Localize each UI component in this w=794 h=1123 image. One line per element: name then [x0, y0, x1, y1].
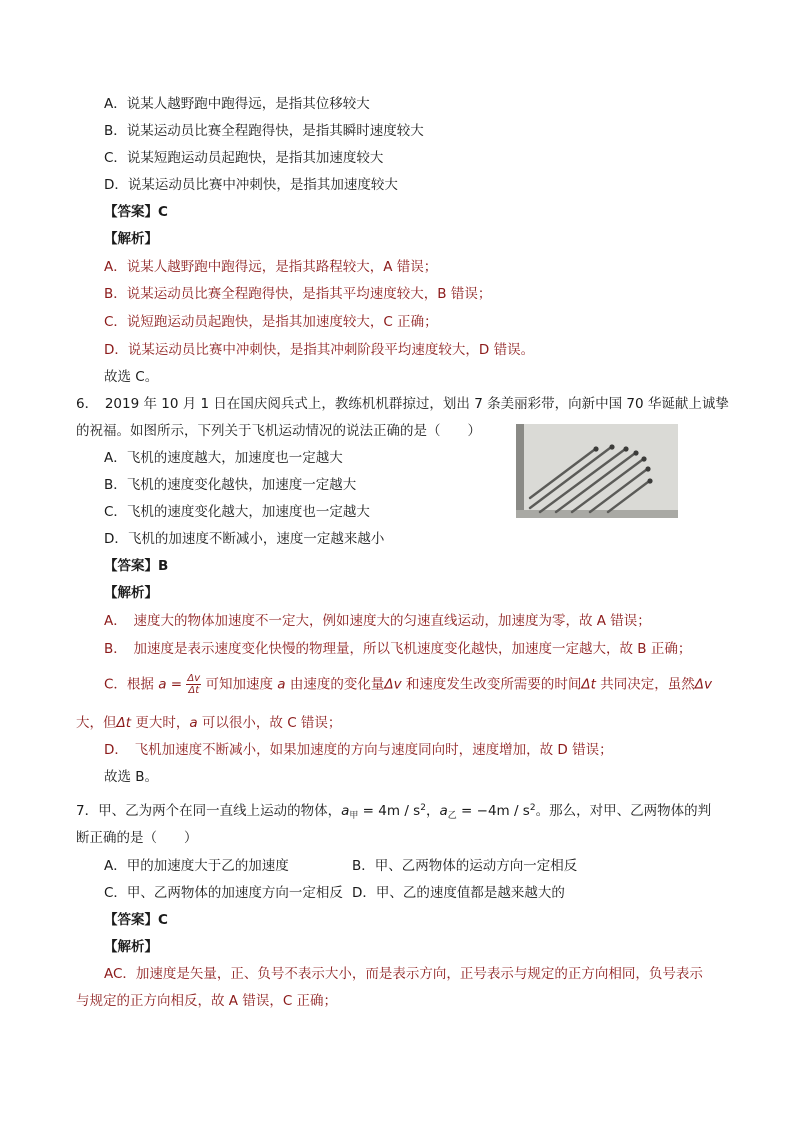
q6-formula-a: a [158, 676, 167, 693]
q7-option-b: B．甲、乙两物体的运动方向一定相反 [352, 858, 578, 874]
q6-analysis-c-mid1: 可知加速度 [201, 676, 278, 693]
q7-a1-subscript: 甲 [349, 811, 359, 821]
q7-a1-exponent: 2 [420, 803, 426, 813]
q6-symbol-dt2: Δt [116, 715, 132, 731]
q6-analysis-c-mid3: 和速度发生改变所需要的时间 [401, 676, 582, 693]
q5-analysis-a: A．说某人越野跑中跑得远，是指其路程较大，A 错误； [104, 259, 438, 275]
airshow-trails-graphic [516, 424, 678, 518]
q6-answer: 【答案】B [104, 558, 169, 574]
q7-option-d: D．甲、乙的速度值都是越来越大的 [352, 885, 565, 901]
q6-formula-numerator: Δv [187, 673, 201, 684]
q6-analysis-c-mid2: 由速度的变化量 [285, 676, 385, 693]
q7-a2-exponent: 2 [529, 803, 536, 813]
q7-stem-line1 [76, 798, 711, 826]
q6-analysis-d: D． 飞机加速度不断减小，如果加速度的方向与速度同向时，速度增加，故 D 错误； [104, 742, 613, 758]
q7-a2-subscript: 乙 [447, 811, 457, 821]
q5-option-b: B．说某运动员比赛全程跑得快，是指其瞬时速度较大 [104, 123, 424, 139]
q7-stem-line2: 断正确的是（ ） [76, 830, 198, 846]
q7-answer: 【答案】C [104, 912, 168, 928]
q6-symbol-dv2: Δv [694, 676, 712, 693]
q7-a1-symbol: a [341, 803, 350, 819]
q5-analysis-c: C．说短跑运动员起跑快，是指其加速度较大，C 正确； [104, 314, 438, 330]
airshow-photo [516, 424, 678, 518]
q5-option-d: D．说某运动员比赛中冲刺快，是指其加速度较大 [104, 177, 398, 193]
q6-analysis-c2-end: 可以很小，故 C 错误； [197, 715, 342, 731]
q7-analysis-line2: 与规定的正方向相反，故 A 错误，C 正确； [76, 993, 338, 1009]
q6-stem-line2: 的祝福。如图所示，下列关于飞机运动情况的说法正确的是（ ） [76, 423, 481, 439]
q7-analysis-label: 【解析】 [104, 939, 158, 955]
q5-analysis-label: 【解析】 [104, 231, 158, 247]
q7-stem-postfix: 。那么，对甲、乙两物体的判 [535, 803, 712, 819]
q6-analysis-label: 【解析】 [104, 585, 158, 601]
q6-analysis-c-line2 [76, 713, 341, 733]
q7-separator: ， [425, 803, 440, 819]
q6-analysis-c-prefix: C．根据 [104, 676, 159, 693]
q6-option-c: C．飞机的速度变化越大，加速度也一定越大 [104, 504, 370, 520]
q6-option-a: A．飞机的速度越大，加速度也一定越大 [104, 450, 343, 466]
q6-option-d: D．飞机的加速度不断减小，速度一定越来越小 [104, 531, 385, 547]
q7-option-c: C．甲、乙两物体的加速度方向一定相反 [104, 885, 343, 901]
q7-stem-prefix: 7．甲、乙为两个在同一直线上运动的物体， [76, 803, 342, 819]
q5-answer: 【答案】C [104, 204, 168, 220]
q6-symbol-dt: Δt [581, 676, 596, 693]
q5-option-c: C．说某短跑运动员起跑快，是指其加速度较大 [104, 150, 384, 166]
q6-analysis-c-mid4: 共同决定，虽然 [595, 676, 695, 693]
q6-conclusion: 故选 B。 [104, 769, 159, 785]
q6-symbol-a2: a [189, 715, 198, 731]
q6-analysis-c2-prefix: 大，但 [76, 715, 117, 731]
q6-stem-line1: 6． 2019 年 10 月 1 日在国庆阅兵式上，教练机机群掠过，划出 7 条美丽彩带，向新中国 70 华诞献上诚挚 [76, 396, 729, 412]
q6-analysis-c2-mid: 更大时， [131, 715, 190, 731]
q7-analysis-line1: AC．加速度是矢量，正、负号不表示大小，而是表示方向，正号表示与规定的正方向相同，负号表示 [104, 966, 703, 982]
q7-a2-symbol: a [439, 803, 448, 819]
q5-analysis-b: B．说某运动员比赛全程跑得快，是指其平均速度较大，B 错误； [104, 286, 492, 302]
q6-symbol-a: a [277, 676, 286, 693]
q6-formula-eq: = [166, 676, 187, 693]
q7-a1-value: = 4m / s [358, 803, 421, 819]
q6-formula-fraction [186, 673, 201, 696]
q6-formula-denominator: Δt [188, 685, 200, 696]
q6-option-b: B．飞机的速度变化越快，加速度一定越大 [104, 477, 357, 493]
q5-option-a: A．说某人越野跑中跑得远，是指其位移较大 [104, 96, 370, 112]
q7-option-a: A．甲的加速度大于乙的加速度 [104, 858, 289, 874]
q7-a2-value: = −4m / s [456, 803, 530, 819]
q5-conclusion: 故选 C。 [104, 369, 159, 385]
q6-analysis-a: A． 速度大的物体加速度不一定大，例如速度大的匀速直线运动，加速度为零，故 A 错误； [104, 613, 651, 629]
q6-analysis-b: B． 加速度是表示速度变化快慢的物理量，所以飞机速度变化越快，加速度一定越大，故 B 正确； [104, 641, 692, 657]
q6-analysis-c-line1 [104, 673, 712, 696]
q5-analysis-d: D．说某运动员比赛中冲刺快，是指其冲刺阶段平均速度较大，D 错误。 [104, 342, 535, 358]
q6-symbol-dv: Δv [384, 676, 402, 693]
